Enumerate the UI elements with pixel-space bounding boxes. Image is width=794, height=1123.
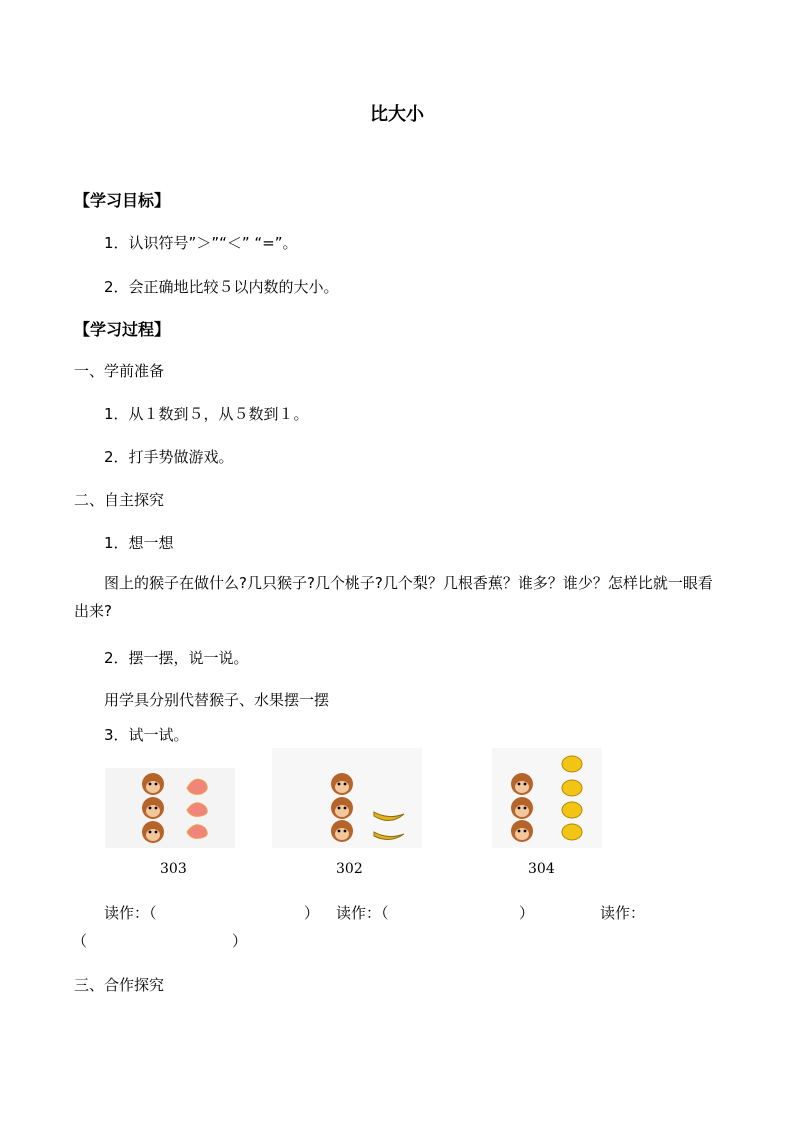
monkey-icon: [142, 821, 164, 843]
figure-1-number: 303: [160, 861, 187, 877]
figure-2-number: 302: [336, 861, 363, 877]
read-label-2: 读作：（: [336, 904, 389, 922]
monkey-icon: [331, 797, 353, 819]
page-title: 比大小: [370, 104, 424, 125]
read-close-3: ）: [232, 932, 248, 950]
figure-monkeys-bananas: [272, 748, 422, 848]
figure-3-number: 304: [528, 861, 555, 877]
pear-icon: [562, 780, 582, 796]
part-heading-prep: 一、学前准备: [74, 362, 165, 380]
goal-item-1: 1．认识符号”＞”“＜” “=”。: [104, 234, 298, 252]
monkey-icon: [511, 797, 533, 819]
read-label-3: 读作：: [600, 904, 646, 922]
goal-item-2: 2．会正确地比较５以内数的大小。: [104, 278, 339, 296]
explore-step-2-text: 用学具分别代替猴子、水果摆一摆: [104, 691, 330, 709]
figure-monkeys-peaches: [105, 768, 235, 848]
monkey-icon: [142, 797, 164, 819]
read-close-2: ）: [519, 904, 535, 922]
prep-item-2: 2．打手势做游戏。: [104, 448, 234, 466]
pear-icon: [562, 802, 582, 818]
pear-icon: [562, 756, 582, 772]
monkey-icon: [511, 773, 533, 795]
monkey-icon: [142, 773, 164, 795]
monkey-icon: [331, 820, 353, 842]
pear-icon: [562, 824, 582, 840]
explore-step-2: 2．摆一摆，说一说。: [104, 649, 249, 667]
monkey-icon: [511, 820, 533, 842]
prep-item-1: 1．从１数到５，从５数到１。: [104, 405, 309, 423]
explore-question: 图上的猴子在做什么?几只猴子?几个桃子?几个梨？几根香蕉？谁多？谁少？怎样比就一眼看出来?: [74, 574, 713, 620]
figure-monkeys-pears: [492, 748, 602, 848]
read-open-3: （: [72, 932, 88, 950]
part-heading-cooperate: 三、合作探究: [74, 976, 165, 994]
section-heading-process: 【学习过程】: [74, 320, 171, 339]
explore-step-1: 1．想一想: [104, 534, 174, 552]
read-label-1: 读作：（: [104, 904, 157, 922]
part-heading-explore: 二、自主探究: [74, 491, 165, 509]
section-heading-goals: 【学习目标】: [74, 191, 171, 210]
monkey-icon: [331, 773, 353, 795]
read-close-1: ）: [304, 904, 320, 922]
explore-step-3: 3．试一试。: [104, 726, 189, 744]
